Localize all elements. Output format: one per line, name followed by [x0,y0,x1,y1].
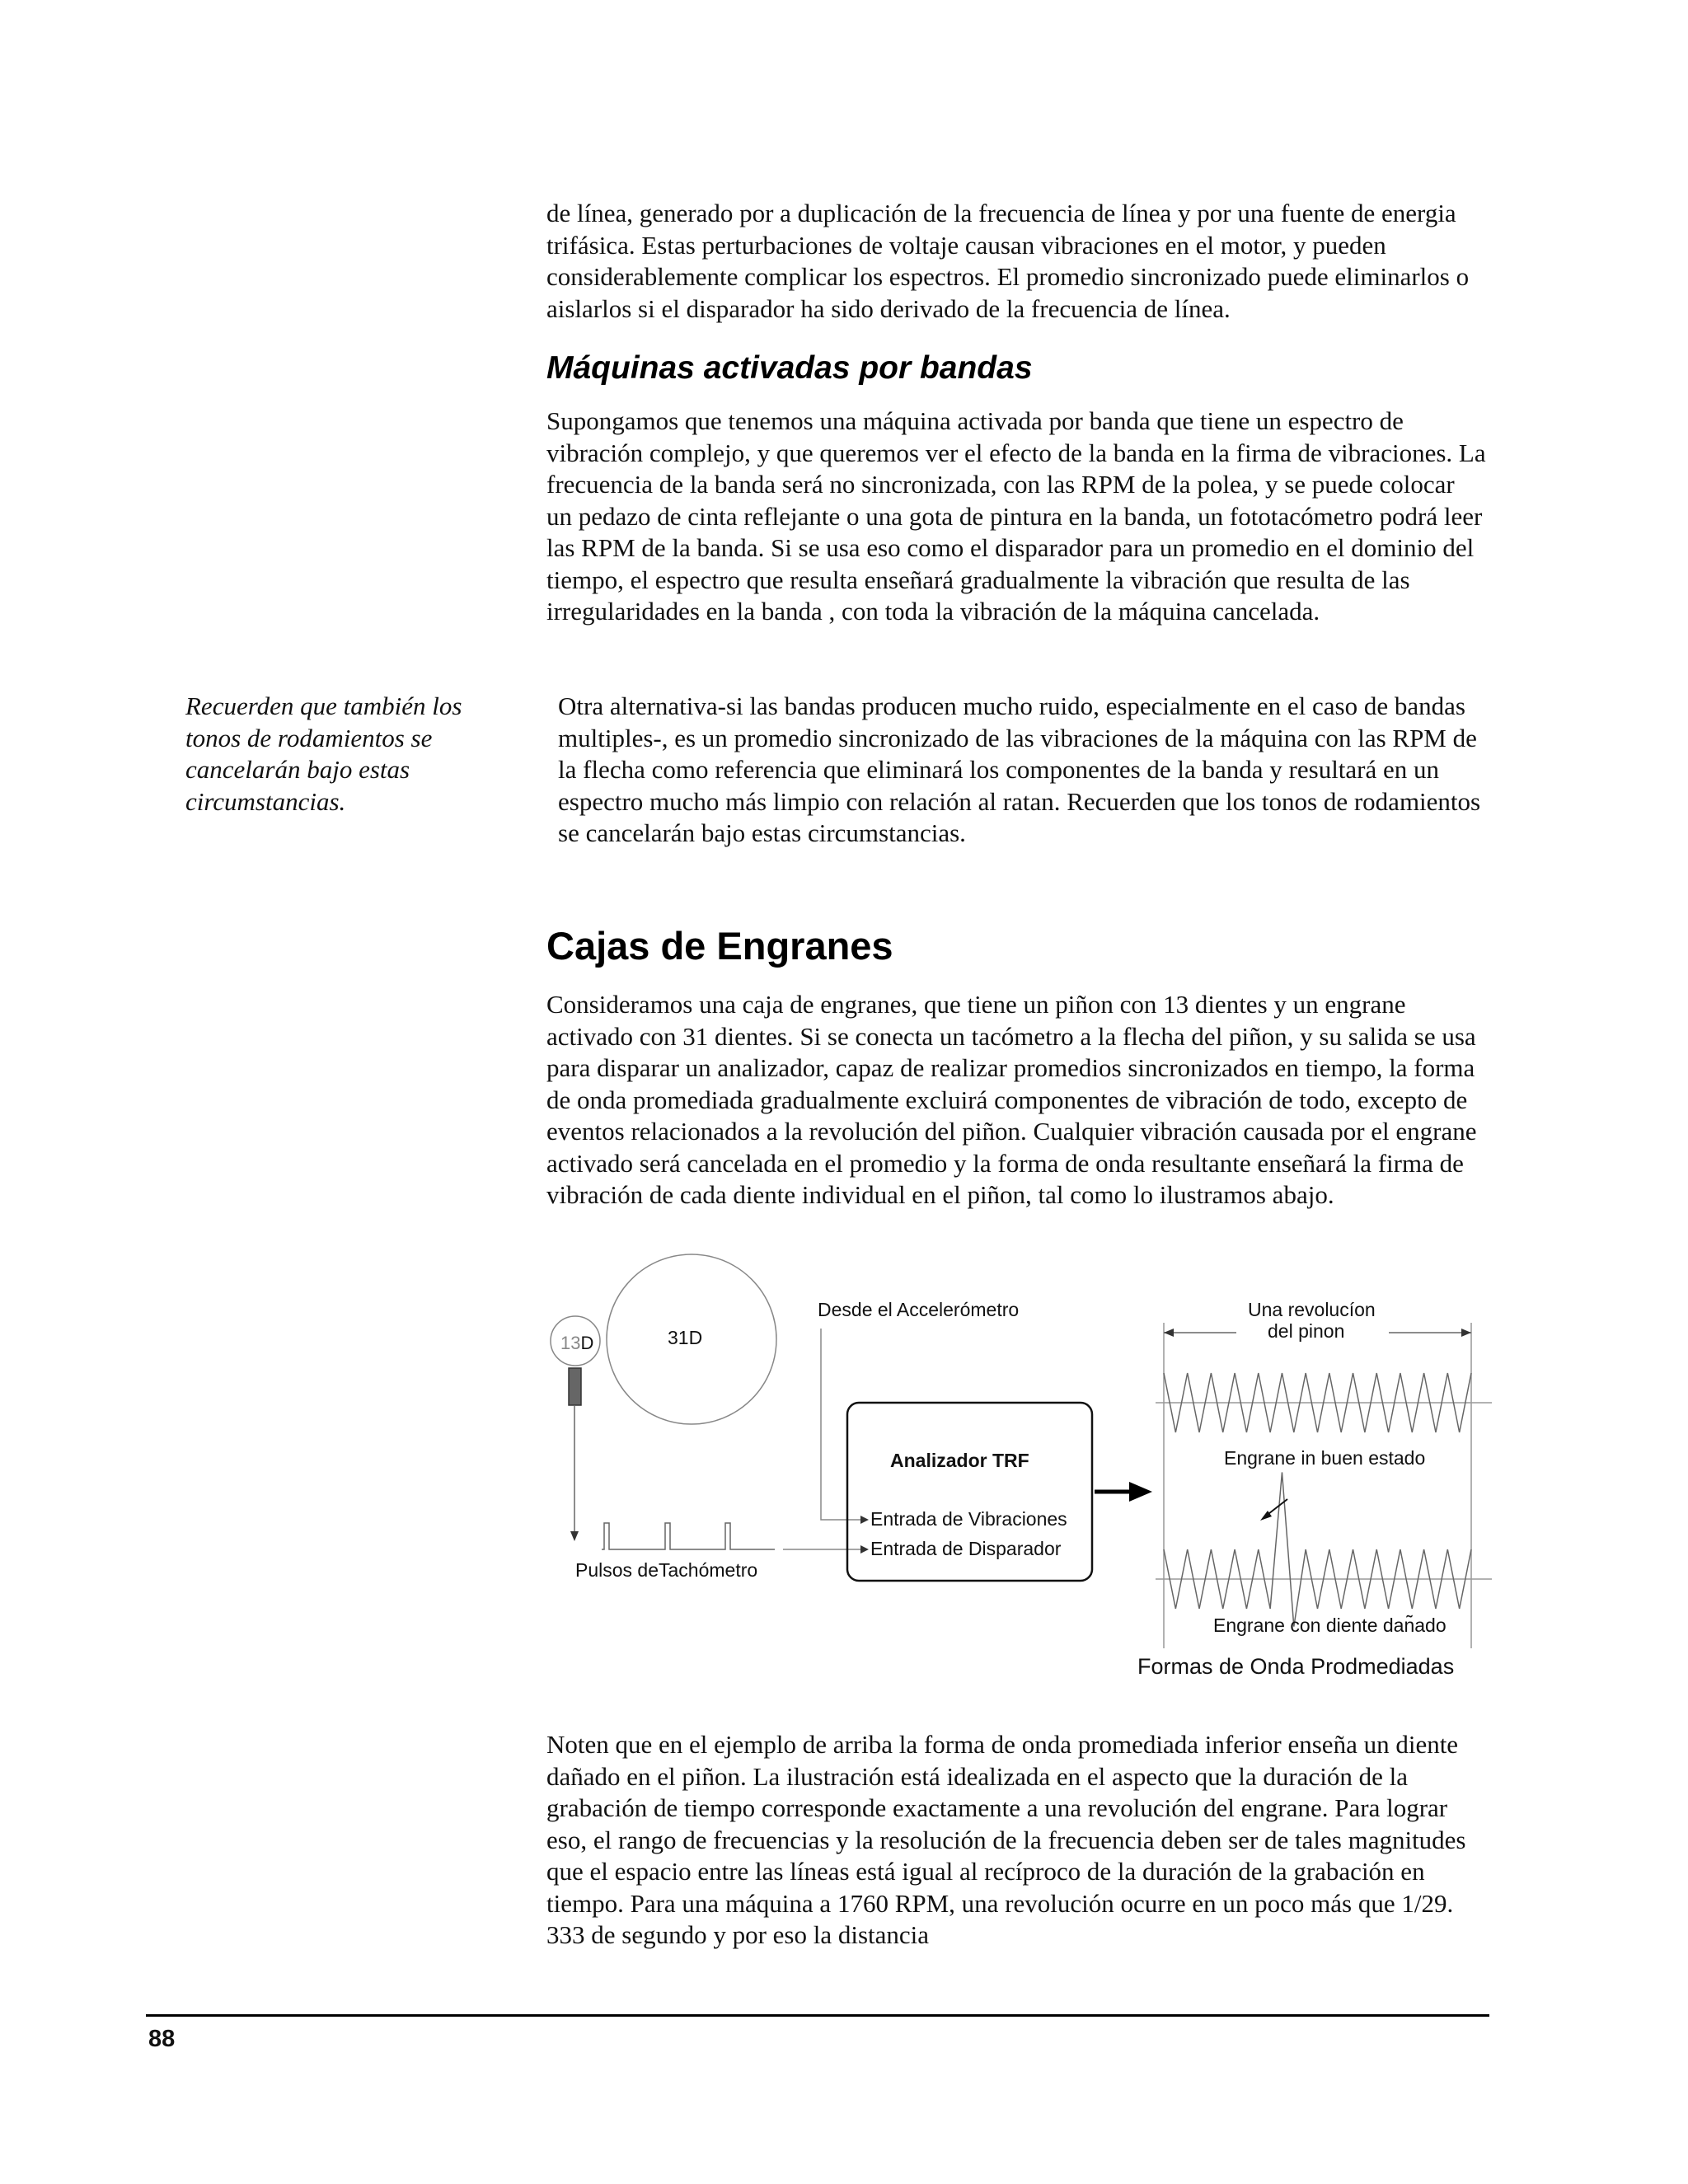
tach-label: Pulsos deTachómetro [575,1559,758,1581]
tach-arrowhead [570,1531,579,1541]
damaged-waveform [1164,1472,1471,1626]
paragraph-notes: Noten que en el ejemplo de arriba la forma de onda promediada inferior enseña un diente dañado en el piñon. La ilustración está idealizada en el aspecto que la duración de la grabación de tiempo corresponde exactamente a una revolución del engrane. Para lograr eso, el rango de frecuencias y la resolución de la frecuencia deben ser de tales magnitudes que el espacio entre las líneas está igual al recíproco de la duración de la grabación en tiempo. Para una máquina a 1760 RPM, una revolución ocurre en un poco más que 1/29. 333 de segundo y por eso la distancia [546,1730,1466,1949]
rev-label-line2: del pinon [1268,1320,1345,1342]
margin-note: Recuerden que también los tonos de rodamientos se cancelarán bajo estas circumstancias. [185,691,462,816]
rev-label-line1: Una revolucíon [1248,1299,1376,1320]
input-trigger: Entrada de Disparador [870,1538,1062,1559]
heading-gearboxes: Cajas de Engranes [546,924,893,968]
paragraph-gearboxes: Consideramos una caja de engranes, que tiene un piñon con 13 dientes y un engrane activado con 31 dientes. Si se conecta un tacómetro a la flecha del piñon, y su salida se usa para disparar un analizador, capaz de realizar promedios sincronizados en tiempo, la forma de onda promediada gradualmente excluirá componentes de vibración de todo, excepto de eventos relacionados a la revolución del piñon. Cualquier vibración causada por el engrane activado será cancelada en el promedio y la forma de onda resultante enseñará la firma de vibración de cada diente individual en el piñon, tal como lo ilustramos abajo. [546,990,1477,1209]
diagram-caption: Formas de Onda Prodmediadas [1137,1654,1455,1679]
heading-belt-machines: Máquinas activadas por bandas [546,350,1033,386]
paragraph-line-frequency: de línea, generado por a duplicación de la frecuencia de línea y por una fuente de energia trifásica. Estas perturbaciones de voltaje causan vibraciones en el motor, y pueden considerablemente complicar los espectros. El promedio sincronizado puede eliminarlos o aislarlos si el disparador ha sido derivado de la frecuencia de línea. [546,199,1470,323]
analyzer-title: Analizador TRF [890,1450,1029,1471]
output-arrow [1129,1482,1152,1502]
input-vibrations: Entrada de Vibraciones [870,1508,1067,1530]
paragraph-belt-machines: Supongamos que tenemos una máquina activada por banda que tiene un espectro de vibración complejo, y que queremos ver el efecto de la banda en la firma de vibraciones. La frecuencia de la banda será no sincronizada, con las RPM de la polea, y se puede colocar un pedazo de cinta reflejante o una gota de pintura en la banda, un fototacómetro podrá leer las RPM de la banda. Si se usa eso como el disparador para un promedio en el dominio del tiempo, el espectro que resulta enseñará gradualmente la vibración que resulta de las irregularidades en la banda , con toda la vibración de la máquina cancelada. [546,406,1486,626]
good-gear-label: Engrane in buen estado [1224,1447,1426,1469]
paragraph-alternative: Otra alternativa-si las bandas producen mucho ruido, especialmente en el caso de bandas multiples-, es un promedio sincronizado de las vibraciones de la máquina con las RPM de la flecha como referencia que eliminará los componentes de la banda y resultará en un espectro mucho más limpio con relación al ratan. Recuerden que los tonos de rodamientos se cancelarán bajo estas circumstancias. [558,691,1481,847]
gear-label: 31D [668,1327,703,1348]
page-number: 88 [148,2026,176,2052]
accel-label: Desde el Accelerómetro [818,1299,1020,1320]
gearbox-diagram [536,1253,1525,1698]
footer-rule [146,2014,1489,2017]
tach-pulses [602,1523,775,1549]
tachometer-sensor [569,1368,581,1405]
pinion-label: 13D [560,1333,594,1353]
damaged-gear-label: Engrane con diente dan͂ado [1213,1615,1447,1636]
